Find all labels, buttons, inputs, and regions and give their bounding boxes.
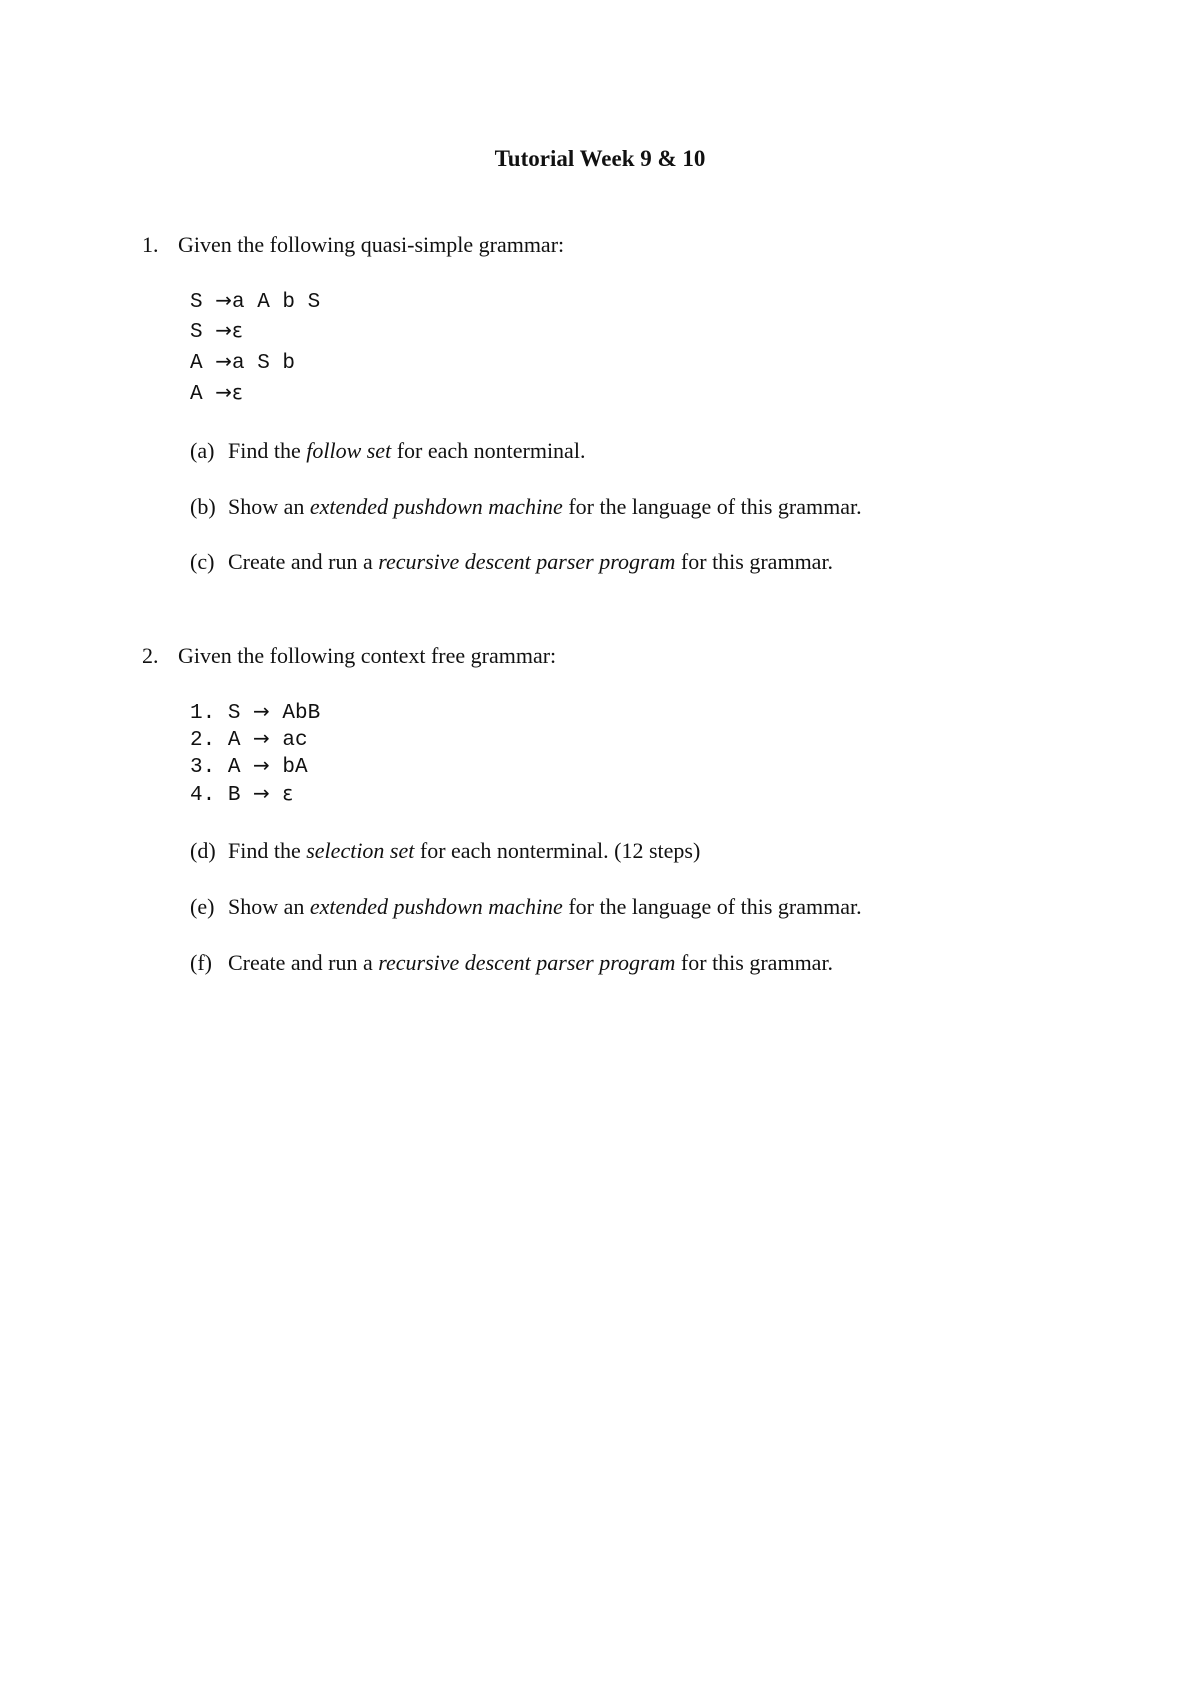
q2-rule-2 [190,726,308,752]
rule-number: 2. [190,729,216,752]
rule-lhs: B [227,784,241,807]
page-title: Tutorial Week 9 & 10 [494,146,706,171]
part-label: (c) [190,549,215,574]
rule-lhs: A [190,352,203,375]
rule-lhs: A [227,756,241,779]
part-emphasis: recursive descent parser program [378,950,676,975]
rule-rhs: bA [282,756,308,779]
part-text: for each nonterminal. (12 steps) [414,838,701,863]
part-text: Show an [228,494,310,519]
part-label: (f) [190,950,212,975]
q2-part-f [190,950,833,976]
part-emphasis: extended pushdown machine [309,894,563,919]
part-label: (e) [190,894,215,919]
arrow-icon: → [253,781,270,805]
question-2-heading [142,643,556,669]
question-1-text: Given the following quasi-simple grammar: [178,232,565,257]
rule-rhs: a S b [231,352,295,375]
q2-part-e [190,894,862,920]
part-text: for the language of this grammar. [562,894,862,919]
rule-rhs: AbB [282,702,321,725]
rule-rhs: ac [282,729,308,752]
q1-rule-4 [190,380,243,406]
rule-number: 3. [190,756,216,779]
part-text: Show an [228,894,310,919]
question-1-number: 1. [142,232,159,257]
rule-rhs: ε [231,318,243,342]
part-emphasis: recursive descent parser program [378,549,676,574]
q2-rule-3 [190,753,308,779]
part-text: for each nonterminal. [391,438,586,463]
rule-lhs: S [190,321,203,344]
part-text: for this grammar. [675,950,834,975]
arrow-icon: → [215,288,232,312]
rule-rhs: ε [231,380,243,404]
q1-part-c [190,549,833,575]
part-text: Create and run a [228,549,379,574]
q2-rule-1 [190,699,320,725]
arrow-icon: → [215,318,232,342]
arrow-icon: → [215,380,232,404]
q1-rule-1 [190,288,320,314]
part-emphasis: follow set [306,438,392,463]
part-emphasis: extended pushdown machine [309,494,563,519]
question-1-heading [142,232,564,258]
part-label: (a) [190,438,215,463]
q1-rule-2 [190,318,243,344]
question-2-number: 2. [142,643,159,668]
q2-part-d [190,838,700,864]
rule-number: 1. [190,702,216,725]
arrow-icon: → [253,753,270,777]
rule-rhs: a A b S [231,291,321,314]
rule-number: 4. [190,784,216,807]
part-text: Find the [228,438,307,463]
question-2-text: Given the following context free grammar: [178,643,557,668]
q1-rule-3 [190,349,295,375]
part-text: Find the [228,838,307,863]
rule-rhs: ε [282,781,294,805]
arrow-icon: → [215,349,232,373]
arrow-icon: → [253,726,270,750]
arrow-icon: → [253,699,270,723]
part-text: for the language of this grammar. [562,494,862,519]
rule-lhs: S [190,291,203,314]
rule-lhs: A [227,729,241,752]
rule-lhs: A [190,383,203,406]
q1-part-a [190,438,585,464]
rule-lhs: S [227,702,241,725]
q2-rule-4 [190,781,293,807]
part-label: (d) [190,838,216,863]
part-text: Create and run a [228,950,379,975]
part-text: for this grammar. [675,549,834,574]
q1-part-b [190,494,862,520]
part-emphasis: selection set [306,838,415,863]
part-label: (b) [190,494,216,519]
